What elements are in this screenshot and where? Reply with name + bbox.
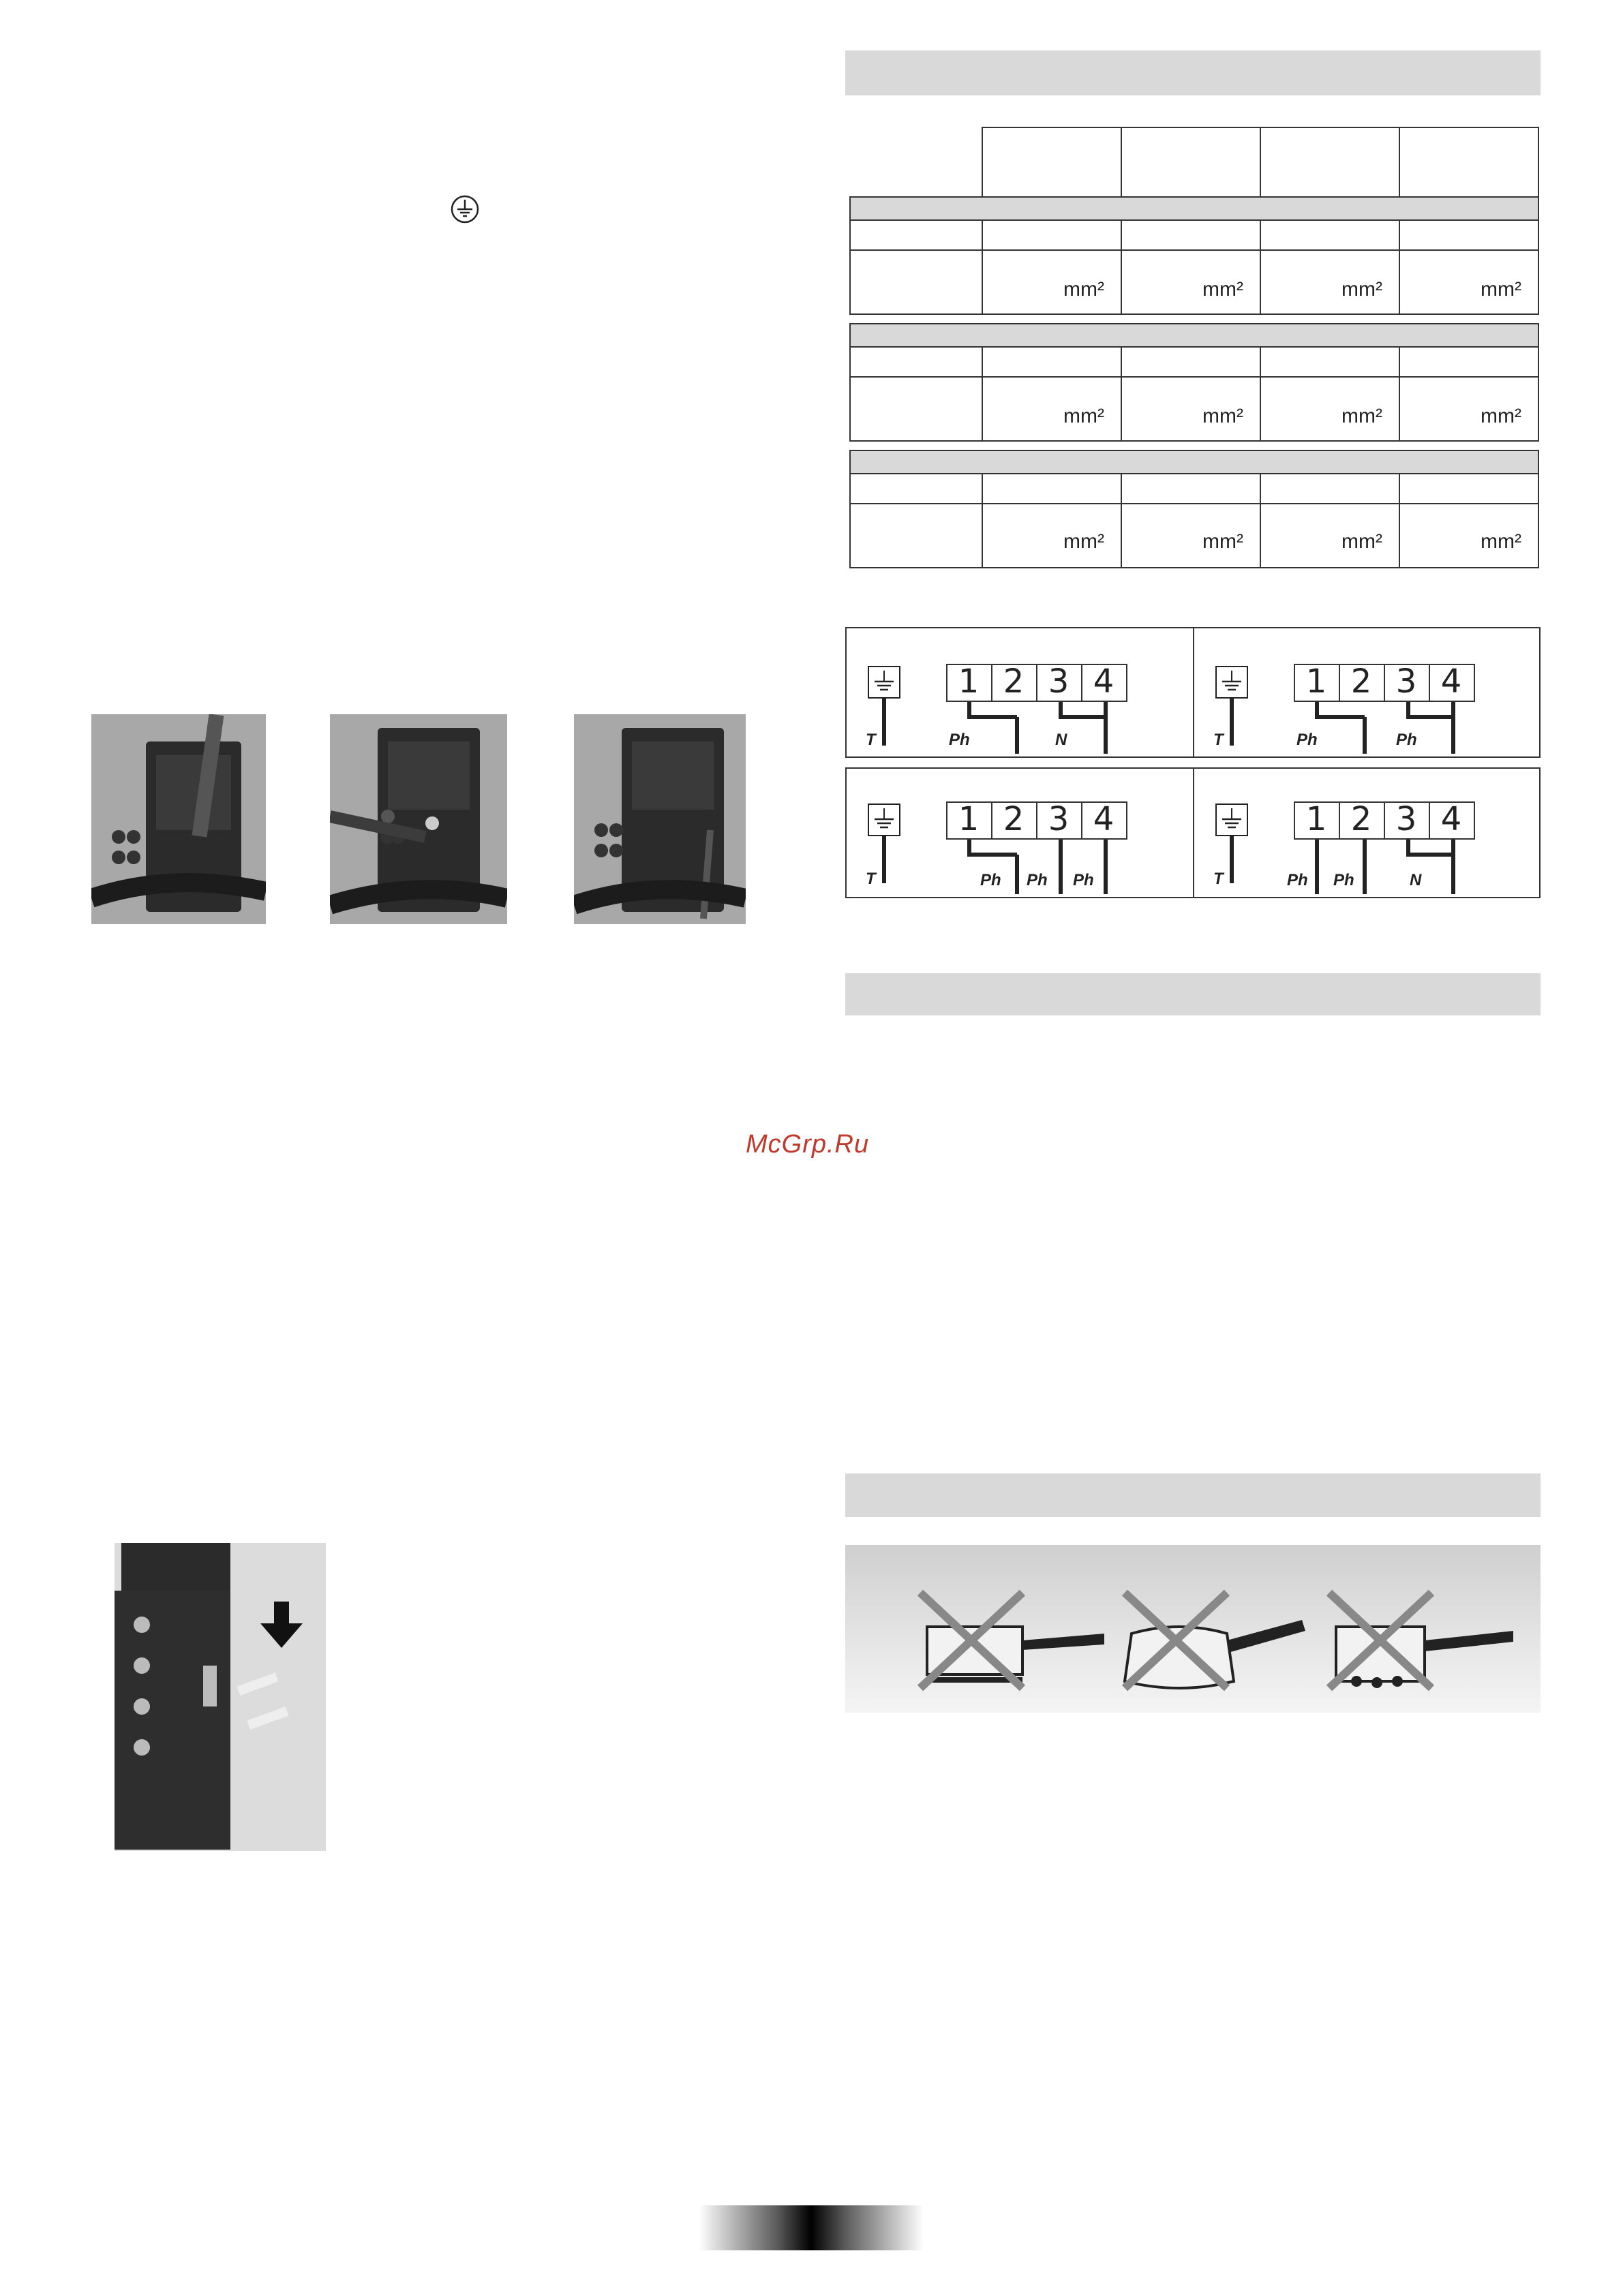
crossed-pan-icon xyxy=(1309,1586,1513,1702)
table-cell-value: mm² xyxy=(1063,278,1104,301)
table-cell-value: mm² xyxy=(1481,278,1521,301)
crossed-pan-icon xyxy=(900,1586,1104,1702)
table-cell-value: mm² xyxy=(1341,405,1382,427)
terminal-number: 2 xyxy=(1003,662,1025,701)
terminal-number: 4 xyxy=(1440,800,1462,838)
terminal-number: 3 xyxy=(1395,800,1417,838)
wire-label: Ph xyxy=(949,731,970,749)
table-cell-value: mm² xyxy=(1063,405,1104,427)
wire-label: Ph xyxy=(1027,871,1048,889)
terminal-number: 3 xyxy=(1048,662,1070,701)
crossed-pan-icon xyxy=(1104,1586,1309,1702)
table-cell-value: mm² xyxy=(1481,530,1521,553)
terminal-number: 4 xyxy=(1440,662,1462,701)
terminal-block-photo-3 xyxy=(574,714,746,924)
wire-label: Ph xyxy=(1333,871,1354,889)
wire-label: Ph xyxy=(1073,871,1094,889)
wire-label: Ph xyxy=(1396,731,1417,749)
terminal-number: 3 xyxy=(1048,800,1070,838)
earth-label: T xyxy=(1213,870,1224,888)
terminal-number: 3 xyxy=(1395,662,1417,701)
earth-label: T xyxy=(1213,731,1224,749)
terminal-number: 4 xyxy=(1093,662,1114,701)
page-number-bar xyxy=(699,2205,924,2250)
bridge-wire-icon xyxy=(1290,702,1481,756)
terminal-block-photo-open xyxy=(115,1543,326,1851)
unsuitable-pans-panel xyxy=(845,1545,1541,1713)
bridge-wire-icon xyxy=(1290,840,1481,897)
bridge-wire-icon xyxy=(942,702,1133,756)
earth-label: T xyxy=(866,870,876,888)
table-cell-value: mm² xyxy=(1202,530,1243,553)
terminal-block-photo-2 xyxy=(330,714,507,924)
cable-section-table xyxy=(849,127,1542,577)
wiring-diagram-1 xyxy=(845,627,1194,758)
terminal-number: 4 xyxy=(1093,800,1114,838)
terminal-block-photo-1 xyxy=(91,714,266,924)
watermark-text: McGrp.Ru xyxy=(746,1130,870,1159)
table-cell-value: mm² xyxy=(1202,278,1243,301)
wire-label: N xyxy=(1410,871,1422,889)
earth-label: T xyxy=(866,731,876,749)
section-header-bar-1 xyxy=(845,50,1541,95)
wire-label: Ph xyxy=(1296,731,1318,749)
terminal-number: 1 xyxy=(958,800,980,838)
terminal-number: 1 xyxy=(1305,662,1327,701)
wire-label: N xyxy=(1055,731,1067,749)
section-header-bar-2 xyxy=(845,973,1541,1015)
wiring-diagram-3 xyxy=(845,767,1194,898)
earth-icon xyxy=(450,194,480,224)
terminal-number: 1 xyxy=(958,662,980,701)
table-cell-value: mm² xyxy=(1341,530,1382,553)
table-cell-value: mm² xyxy=(1341,278,1382,301)
wiring-diagram-2 xyxy=(1193,627,1541,758)
table-cell-value: mm² xyxy=(1063,530,1104,553)
section-header-bar-3 xyxy=(845,1473,1541,1517)
wire-label: Ph xyxy=(980,871,1001,889)
terminal-number: 2 xyxy=(1350,662,1372,701)
down-arrow-icon xyxy=(258,1602,305,1649)
wiring-diagram-4 xyxy=(1193,767,1541,898)
terminal-number: 2 xyxy=(1003,800,1025,838)
table-cell-value: mm² xyxy=(1202,405,1243,427)
table-cell-value: mm² xyxy=(1481,405,1521,427)
wire-label: Ph xyxy=(1287,871,1308,889)
terminal-number: 2 xyxy=(1350,800,1372,838)
terminal-number: 1 xyxy=(1305,800,1327,838)
